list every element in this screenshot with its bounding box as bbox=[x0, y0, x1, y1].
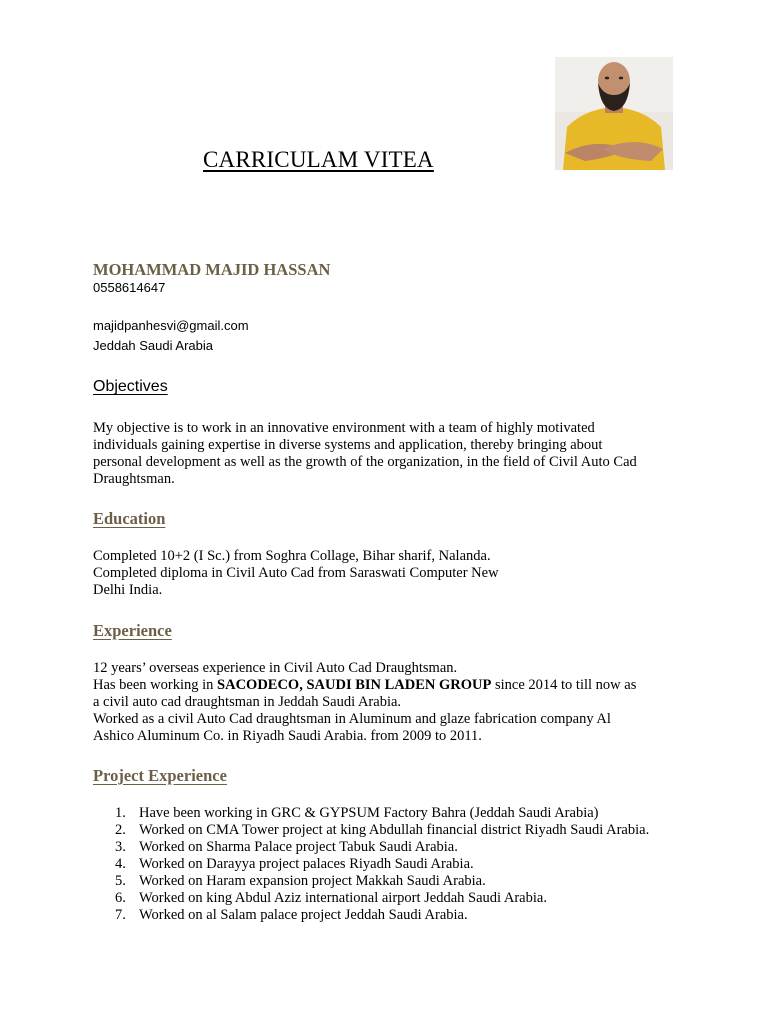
objectives-paragraph bbox=[93, 420, 637, 488]
list-number: 2. bbox=[115, 822, 126, 838]
experience-line: a civil auto cad draughtsman in Jeddah Saudi Arabia. bbox=[93, 694, 402, 710]
list-item bbox=[115, 873, 655, 890]
experience-line: Worked as a civil Auto Cad draughtsman in Aluminum and glaze fabrication company Al bbox=[93, 711, 611, 727]
experience-line: Ashico Aluminum Co. in Riyadh Saudi Arabia. from 2009 to 2011. bbox=[93, 728, 482, 744]
experience-text: Has been working in bbox=[93, 677, 218, 693]
list-item bbox=[115, 890, 655, 907]
candidate-name: MOHAMMAD MAJID HASSAN bbox=[93, 260, 331, 279]
list-number: 6. bbox=[115, 890, 126, 906]
list-number: 7. bbox=[115, 907, 126, 923]
objectives-line: Draughtsman. bbox=[93, 471, 175, 487]
list-item-text: Worked on Darayya project palaces Riyadh Saudi Arabia. bbox=[139, 856, 474, 872]
list-item bbox=[115, 907, 655, 924]
experience-line: 12 years’ overseas experience in Civil Auto Cad Draughtsman. bbox=[93, 660, 458, 676]
list-item bbox=[115, 856, 655, 873]
employer-name: SACODECO, SAUDI BIN LADEN GROUP bbox=[217, 677, 492, 693]
objectives-line: My objective is to work in an innovative environment with a team of highly motivated bbox=[93, 420, 595, 436]
location: Jeddah Saudi Arabia bbox=[93, 338, 213, 353]
list-item bbox=[115, 805, 655, 822]
education-heading: Education bbox=[93, 509, 166, 528]
education-line: Delhi India. bbox=[93, 582, 163, 598]
list-item bbox=[115, 822, 655, 839]
project-list bbox=[115, 805, 655, 924]
list-item-text: Worked on CMA Tower project at king Abdullah financial district Riyadh Saudi Arabia. bbox=[139, 822, 650, 838]
list-number: 4. bbox=[115, 856, 126, 872]
email-address: majidpanhesvi@gmail.com bbox=[93, 318, 249, 333]
list-number: 5. bbox=[115, 873, 126, 889]
objectives-line: personal development as well as the growth of the organization, in the field of Civil Auto Cad bbox=[93, 454, 637, 470]
document-title: CARRICULAM VITEA bbox=[203, 147, 434, 172]
objectives-heading: Objectives bbox=[93, 378, 168, 395]
profile-photo bbox=[555, 57, 673, 170]
list-item-text: Have been working in GRC & GYPSUM Factory Bahra (Jeddah Saudi Arabia) bbox=[139, 805, 599, 821]
list-item-text: Worked on al Salam palace project Jeddah Saudi Arabia. bbox=[139, 907, 468, 923]
list-item bbox=[115, 839, 655, 856]
education-line: Completed 10+2 (I Sc.) from Soghra Collage, Bihar sharif, Nalanda. bbox=[93, 548, 491, 564]
experience-heading: Experience bbox=[93, 621, 172, 640]
experience-text: since 2014 to till now as bbox=[491, 677, 637, 693]
education-paragraph bbox=[93, 548, 499, 599]
experience-paragraph bbox=[93, 660, 636, 745]
list-item-text: Worked on Sharma Palace project Tabuk Saudi Arabia. bbox=[139, 839, 458, 855]
education-line: Completed diploma in Civil Auto Cad from Saraswati Computer New bbox=[93, 565, 499, 581]
list-item-text: Worked on king Abdul Aziz international airport Jeddah Saudi Arabia. bbox=[139, 890, 547, 906]
person-photo-illustration bbox=[555, 57, 673, 170]
list-number: 3. bbox=[115, 839, 126, 855]
phone-number: 0558614647 bbox=[93, 280, 166, 295]
project-experience-heading: Project Experience bbox=[93, 766, 227, 785]
objectives-line: individuals gaining expertise in diverse systems and application, thereby bringing about bbox=[93, 437, 603, 453]
list-number: 1. bbox=[115, 805, 126, 821]
list-item-text: Worked on Haram expansion project Makkah Saudi Arabia. bbox=[139, 873, 486, 889]
experience-line bbox=[93, 677, 636, 694]
